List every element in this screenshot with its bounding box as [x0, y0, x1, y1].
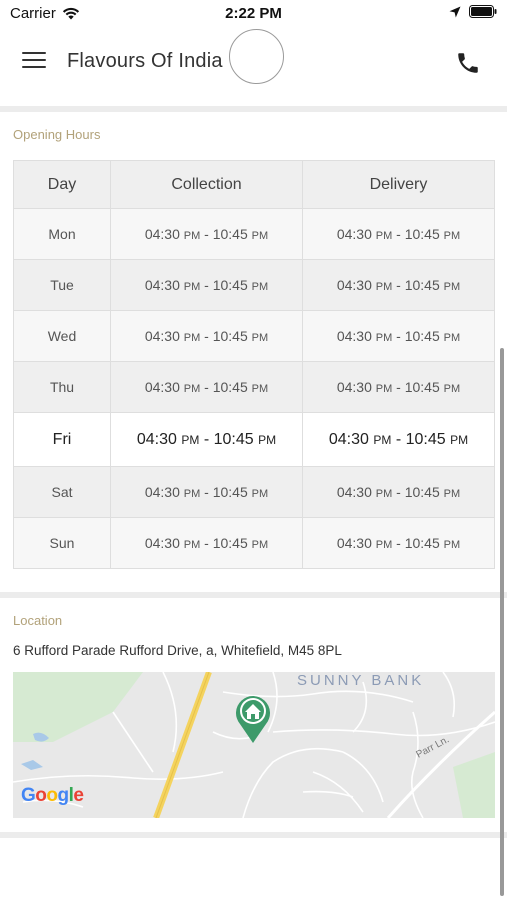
- collection-hours-cell: 04:30 PM - 10:45 PM: [111, 518, 303, 569]
- column-header-collection: Collection: [111, 161, 303, 209]
- table-row: [14, 362, 495, 413]
- restaurant-address: 6 Rufford Parade Rufford Drive, a, Whitefield, M45 8PL: [13, 643, 342, 658]
- carrier-label: Carrier: [10, 5, 56, 22]
- collection-hours-cell: 04:30 PM - 10:45 PM: [111, 209, 303, 260]
- battery-icon: [469, 5, 497, 18]
- hamburger-menu-icon[interactable]: [22, 52, 46, 72]
- table-row: [14, 260, 495, 311]
- delivery-hours-cell: 04:30 PM - 10:45 PM: [303, 311, 495, 362]
- status-bar: [0, 0, 507, 28]
- table-row: [14, 311, 495, 362]
- section-divider: [0, 106, 507, 112]
- delivery-hours-cell: 04:30 PM - 10:45 PM: [303, 467, 495, 518]
- delivery-hours-cell: 04:30 PM - 10:45 PM: [303, 260, 495, 311]
- opening-hours-table: [13, 160, 495, 569]
- day-cell: Mon: [14, 209, 111, 260]
- column-header-day: Day: [14, 161, 111, 209]
- delivery-hours-cell: 04:30 PM - 10:45 PM: [303, 518, 495, 569]
- day-cell: Thu: [14, 362, 111, 413]
- collection-hours-cell: 04:30 PM - 10:45 PM: [111, 260, 303, 311]
- day-cell: Sat: [14, 467, 111, 518]
- map-pin-home-icon[interactable]: [233, 692, 273, 744]
- delivery-hours-cell: 04:30 PM - 10:45 PM: [303, 413, 495, 467]
- delivery-hours-cell: 04:30 PM - 10:45 PM: [303, 362, 495, 413]
- table-row: [14, 518, 495, 569]
- collection-hours-cell: 04:30 PM - 10:45 PM: [111, 311, 303, 362]
- location-arrow-icon: [449, 6, 461, 18]
- table-row: [14, 467, 495, 518]
- location-map[interactable]: [13, 672, 495, 818]
- table-header-row: [14, 161, 495, 209]
- delivery-hours-cell: 04:30 PM - 10:45 PM: [303, 209, 495, 260]
- map-area-label: SUNNY BANK: [297, 672, 425, 689]
- map-road-label: Parr Ln.: [414, 734, 452, 761]
- section-divider: [0, 592, 507, 598]
- collection-hours-cell: 04:30 PM - 10:45 PM: [111, 467, 303, 518]
- vertical-scrollbar[interactable]: [500, 348, 504, 896]
- phone-icon[interactable]: [455, 50, 481, 76]
- section-divider: [0, 832, 507, 838]
- app-title: Flavours Of India: [67, 50, 223, 72]
- column-header-delivery: Delivery: [303, 161, 495, 209]
- day-cell: Fri: [14, 413, 111, 467]
- table-row: [14, 209, 495, 260]
- collection-hours-cell: 04:30 PM - 10:45 PM: [111, 413, 303, 467]
- location-label: Location: [13, 613, 63, 628]
- table-row-today: [14, 413, 495, 467]
- google-logo: Google: [21, 785, 84, 806]
- opening-hours-label: Opening Hours: [13, 127, 101, 142]
- status-time: 2:22 PM: [225, 5, 282, 22]
- status-right: [449, 5, 497, 18]
- app-header: [0, 28, 507, 96]
- collection-hours-cell: 04:30 PM - 10:45 PM: [111, 362, 303, 413]
- day-cell: Tue: [14, 260, 111, 311]
- day-cell: Sun: [14, 518, 111, 569]
- day-cell: Wed: [14, 311, 111, 362]
- restaurant-logo: [229, 29, 284, 84]
